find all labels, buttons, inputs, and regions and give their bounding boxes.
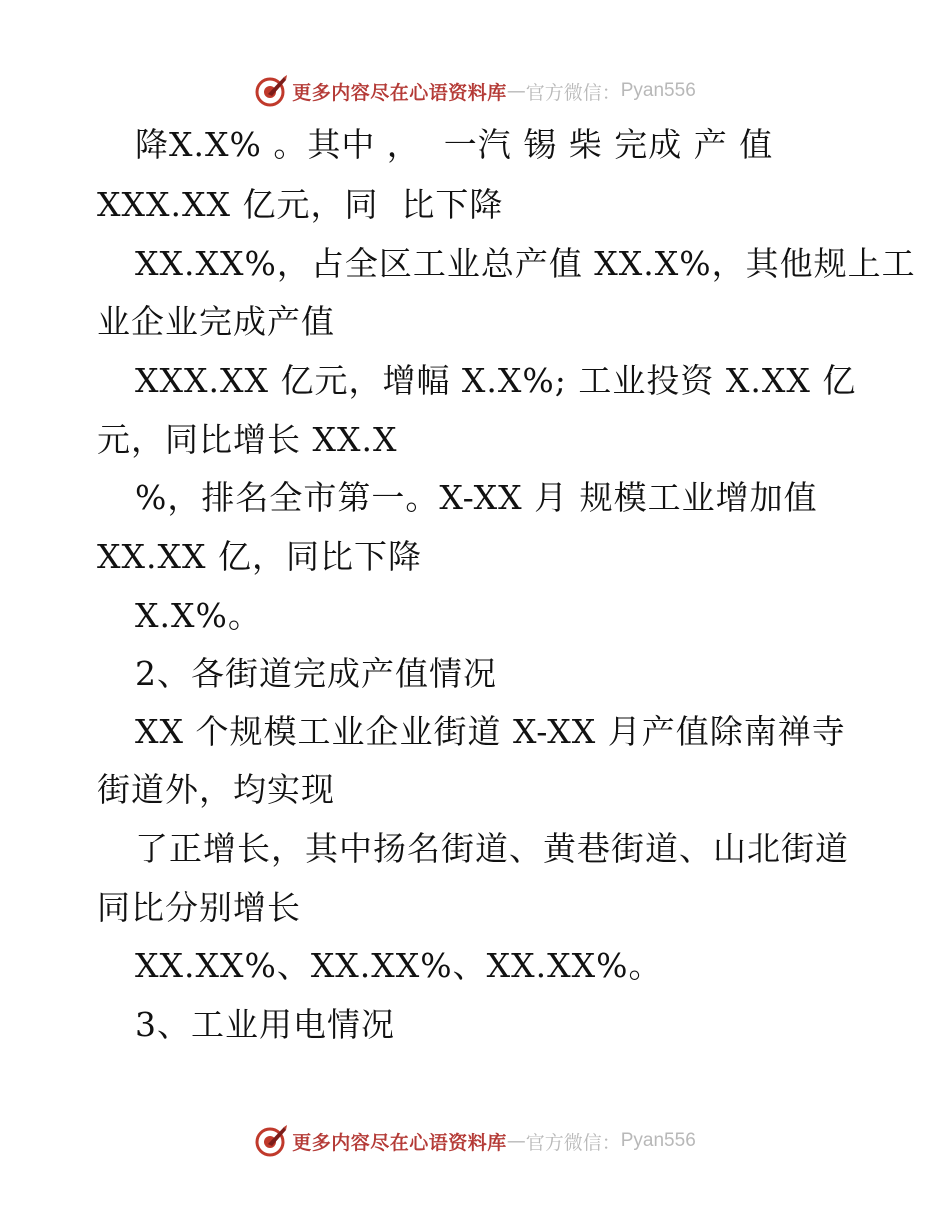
text-line: 了正增长，其中扬名街道、黄巷街道、山北街道: [135, 829, 849, 868]
section-heading: 3、工业用电情况: [135, 1005, 395, 1044]
section-heading: 2、各街道完成产值情况: [135, 654, 497, 693]
text-line: 街道外，均实现: [97, 770, 335, 809]
text-line: X.X%。: [135, 596, 262, 635]
banner-separator: —: [506, 80, 526, 102]
banner-separator: —: [506, 1130, 526, 1152]
text-line: XX.XX 亿，同比下降: [97, 537, 422, 576]
banner-wechat-id: Pyan556: [620, 1130, 696, 1151]
banner-wechat-label: 官方微信：: [525, 1131, 621, 1154]
text-line: XX.XX%、XX.XX%、XX.XX%。: [135, 946, 663, 985]
banner-wechat-id: Pyan556: [620, 80, 696, 101]
text-line: 业企业完成产值: [97, 302, 335, 341]
banner-text: 更多内容尽在心语资料库: [292, 81, 507, 104]
banner-text: 更多内容尽在心语资料库: [292, 1131, 507, 1154]
quill-logo-icon: [254, 74, 288, 108]
footer-banner: [0, 1121, 950, 1161]
text-line: 降X.X% 。其中 ， 一汽 锡 柴 完成 产 值: [135, 125, 774, 164]
text-line: 元，同比增长 XX.X: [97, 420, 398, 459]
text-line: XXX.XX 亿元，增幅 X.X%; 工业投资 X.XX 亿: [135, 361, 857, 400]
text-line: XX 个规模工业企业街道 X-XX 月产值除南禅寺: [135, 712, 846, 751]
banner-wechat-label: 官方微信：: [525, 81, 621, 104]
text-line: %，排名全市第一。X-XX 月 规模工业增加值: [135, 478, 818, 517]
header-banner: [0, 71, 950, 111]
text-line: 同比分别增长: [97, 888, 301, 927]
text-line: XXX.XX 亿元，同 比下降: [97, 185, 504, 224]
text-line: XX.XX%，占全区工业总产值 XX.X%，其他规上工: [135, 244, 916, 283]
quill-logo-icon: [254, 1124, 288, 1158]
